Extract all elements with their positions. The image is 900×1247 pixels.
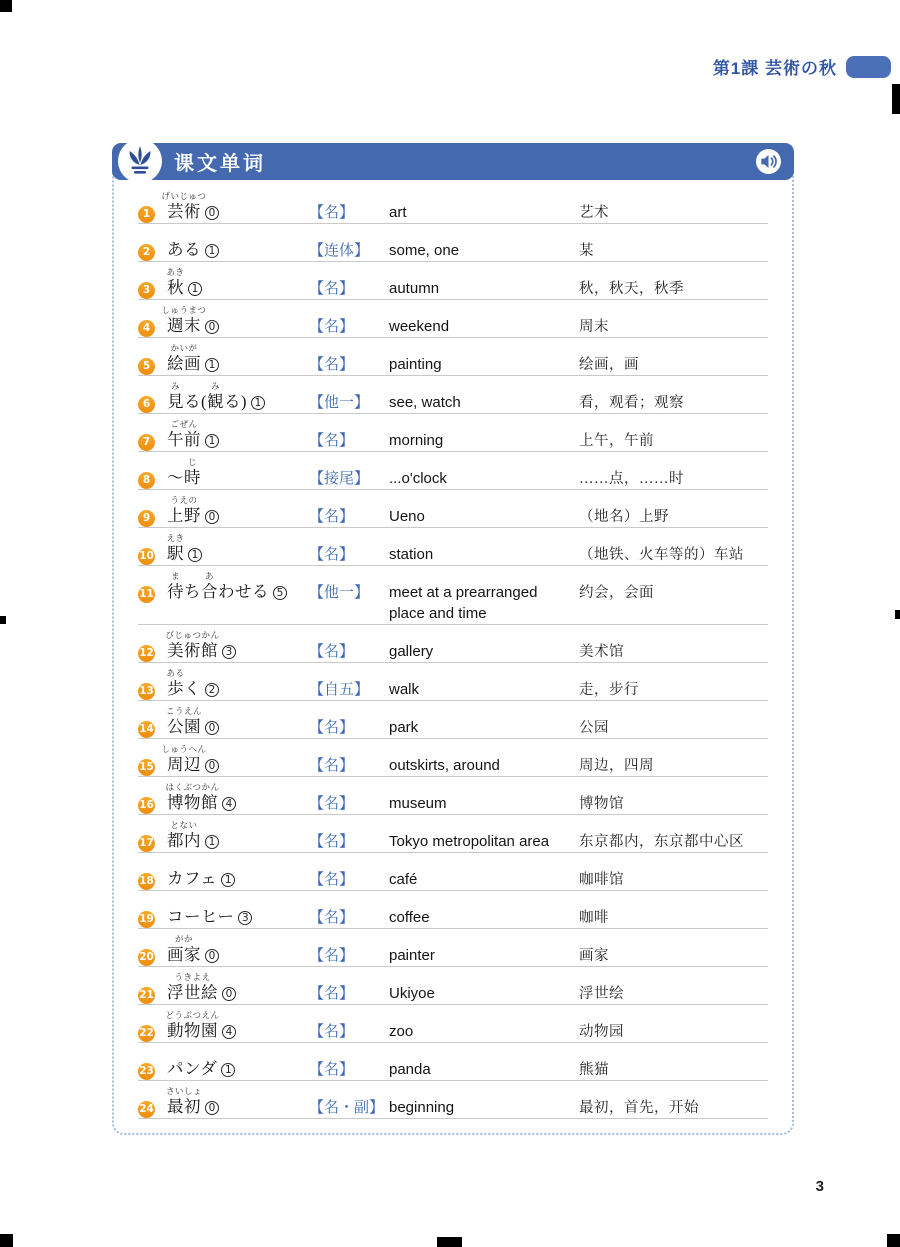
entry-pos: 【名】 bbox=[309, 318, 355, 335]
entry-number-badge: 10 bbox=[138, 548, 155, 565]
scan-mark bbox=[895, 610, 900, 619]
entry-meaning-en: see, watch bbox=[389, 394, 461, 411]
entry-number-badge: 19 bbox=[138, 911, 155, 928]
entry-meaning-zh: 浮世绘 bbox=[579, 986, 624, 1002]
vocab-box-title: 课文单词 bbox=[174, 153, 266, 175]
furigana: じ bbox=[187, 457, 198, 467]
term-text: 週末 bbox=[167, 316, 201, 335]
entry-pos: 【名】 bbox=[309, 985, 355, 1002]
accent-number: 1 bbox=[205, 434, 219, 448]
term-segment bbox=[167, 228, 201, 260]
entry-number-badge: 6 bbox=[138, 396, 155, 413]
entry-meaning-zh: 约会，会面 bbox=[579, 585, 654, 601]
term-segment bbox=[167, 266, 184, 298]
accent-number: 0 bbox=[205, 510, 219, 524]
entry-meaning-en: art bbox=[389, 204, 407, 221]
furigana: こうえん bbox=[165, 706, 203, 716]
accent-number: 1 bbox=[221, 1063, 235, 1077]
vocab-row bbox=[138, 262, 768, 300]
vocab-row bbox=[138, 186, 768, 224]
entry-meaning-zh: 秋，秋天，秋季 bbox=[579, 281, 684, 297]
entry-number-badge: 20 bbox=[138, 949, 155, 966]
entry-meaning-en: Ueno bbox=[389, 508, 425, 525]
term-text: 上野 bbox=[167, 506, 201, 525]
lesson-header bbox=[713, 54, 891, 79]
vocab-row bbox=[138, 1005, 768, 1043]
accent-number: 0 bbox=[205, 759, 219, 773]
term-segment bbox=[218, 570, 269, 602]
furigana: びじゅつかん bbox=[165, 630, 220, 640]
accent-number: 1 bbox=[205, 358, 219, 372]
entry-meaning-zh: 动物园 bbox=[579, 1024, 624, 1040]
term-segment bbox=[167, 532, 184, 564]
entry-meaning-zh: 公园 bbox=[579, 720, 609, 736]
entry-term bbox=[167, 228, 309, 260]
furigana: がか bbox=[174, 934, 194, 944]
entry-number-badge: 1 bbox=[138, 206, 155, 223]
entry-term bbox=[167, 494, 309, 526]
vocab-row bbox=[138, 490, 768, 528]
entry-meaning-zh: ……点，……时 bbox=[579, 471, 684, 487]
vocab-row bbox=[138, 528, 768, 566]
entry-number-badge: 5 bbox=[138, 358, 155, 375]
accent-number: 1 bbox=[188, 282, 202, 296]
furigana: えき bbox=[166, 533, 185, 543]
entry-term bbox=[167, 342, 309, 374]
entry-pos: 【名】 bbox=[309, 204, 355, 221]
term-text: 待 bbox=[167, 582, 184, 601]
entry-term bbox=[167, 857, 309, 889]
term-text: 最初 bbox=[167, 1097, 201, 1116]
entry-meaning-zh: 上午，午前 bbox=[579, 433, 654, 449]
furigana: げいじゅつ bbox=[161, 191, 207, 201]
term-segment bbox=[167, 570, 184, 602]
furigana: しゅうまつ bbox=[161, 305, 207, 315]
entry-pos: 【名】 bbox=[309, 795, 355, 812]
vocab-row bbox=[138, 967, 768, 1005]
entry-pos: 【他一】 bbox=[309, 584, 370, 601]
furigana: どうぶつえん bbox=[165, 1010, 220, 1020]
accent-number: 1 bbox=[205, 835, 219, 849]
entry-meaning-zh: 咖啡馆 bbox=[579, 872, 624, 888]
term-segment bbox=[167, 705, 201, 737]
entry-number-badge: 8 bbox=[138, 472, 155, 489]
accent-number: 0 bbox=[205, 721, 219, 735]
entry-pos: 【名】 bbox=[309, 757, 355, 774]
furigana: うきよえ bbox=[174, 972, 211, 982]
term-text: 画家 bbox=[167, 945, 201, 964]
term-text: 動物園 bbox=[167, 1021, 218, 1040]
entry-number-badge: 7 bbox=[138, 434, 155, 451]
entry-meaning-en: walk bbox=[389, 681, 420, 698]
entry-number-badge: 3 bbox=[138, 282, 155, 299]
entry-meaning-en: gallery bbox=[389, 643, 434, 660]
entry-meaning-en: autumn bbox=[389, 280, 440, 297]
term-segment bbox=[167, 667, 184, 699]
entry-pos: 【接尾】 bbox=[309, 470, 370, 487]
vocab-row bbox=[138, 929, 768, 967]
term-segment bbox=[167, 494, 201, 526]
entry-term bbox=[167, 1009, 309, 1041]
entry-number-badge: 17 bbox=[138, 835, 155, 852]
entry-meaning-zh: 咖啡 bbox=[579, 910, 609, 926]
accent-number: 0 bbox=[205, 320, 219, 334]
term-text: 午前 bbox=[167, 430, 201, 449]
entry-number-badge: 15 bbox=[138, 759, 155, 776]
entry-meaning-en: painting bbox=[389, 356, 442, 373]
entry-number-badge: 13 bbox=[138, 683, 155, 700]
entry-number-badge: 21 bbox=[138, 987, 155, 1004]
accent-number: 1 bbox=[251, 396, 265, 410]
lesson-title: 第1課 芸術の秋 bbox=[712, 59, 837, 78]
furigana: あき bbox=[166, 267, 185, 277]
term-text: る) bbox=[224, 392, 247, 411]
term-text: る( bbox=[184, 392, 207, 411]
accent-number: 1 bbox=[205, 244, 219, 258]
term-text: 周辺 bbox=[167, 755, 201, 774]
furigana: ごぜん bbox=[170, 419, 198, 429]
vocab-row bbox=[138, 815, 768, 853]
entry-term bbox=[167, 781, 309, 813]
entry-pos: 【名】 bbox=[309, 1061, 355, 1078]
furigana: さいしょ bbox=[165, 1086, 203, 1096]
term-text: 都内 bbox=[167, 831, 201, 850]
term-segment bbox=[161, 190, 207, 222]
scan-mark bbox=[892, 84, 900, 114]
vocab-row bbox=[138, 701, 768, 739]
entry-meaning-zh: 看，观看；观察 bbox=[579, 395, 684, 411]
speaker-icon[interactable] bbox=[756, 149, 781, 174]
entry-term bbox=[167, 895, 309, 927]
term-segment bbox=[201, 570, 218, 602]
entry-pos: 【连体】 bbox=[309, 242, 370, 259]
entry-term bbox=[167, 705, 309, 737]
vocab-row bbox=[138, 452, 768, 490]
scan-mark bbox=[887, 1234, 900, 1247]
entry-number-badge: 14 bbox=[138, 721, 155, 738]
term-text: コーヒー bbox=[167, 907, 235, 926]
entry-term bbox=[167, 1047, 309, 1079]
vocab-row bbox=[138, 300, 768, 338]
vocab-row bbox=[138, 224, 768, 262]
vocab-header bbox=[112, 143, 794, 180]
term-text: 歩 bbox=[167, 679, 184, 698]
scan-mark bbox=[437, 1237, 462, 1247]
entry-meaning-en: café bbox=[389, 871, 418, 888]
scan-mark bbox=[0, 616, 6, 624]
entry-pos: 【名】 bbox=[309, 432, 355, 449]
entry-meaning-zh: 美术馆 bbox=[579, 644, 624, 660]
furigana: あ bbox=[204, 571, 215, 581]
term-text: 秋 bbox=[167, 278, 184, 297]
term-text: く bbox=[184, 679, 201, 698]
entry-meaning-en: park bbox=[389, 719, 419, 736]
term-segment bbox=[167, 1009, 218, 1041]
entry-pos: 【名】 bbox=[309, 947, 355, 964]
entry-meaning-en: painter bbox=[389, 947, 435, 964]
entry-meaning-zh: （地名）上野 bbox=[579, 509, 669, 525]
entry-meaning-zh: 熊猫 bbox=[579, 1062, 609, 1078]
entry-term bbox=[167, 667, 309, 699]
entry-pos: 【名】 bbox=[309, 719, 355, 736]
entry-meaning-zh: 某 bbox=[579, 243, 594, 259]
accent-number: 1 bbox=[188, 548, 202, 562]
entry-meaning-en: museum bbox=[389, 795, 447, 812]
term-segment bbox=[167, 342, 201, 374]
entry-number-badge: 23 bbox=[138, 1063, 155, 1080]
accent-number: 2 bbox=[205, 683, 219, 697]
entry-meaning-en: morning bbox=[389, 432, 444, 449]
accent-number: 3 bbox=[238, 911, 252, 925]
entry-term bbox=[161, 743, 309, 775]
entry-number-badge: 18 bbox=[138, 873, 155, 890]
entry-meaning-en: weekend bbox=[389, 318, 450, 335]
accent-number: 5 bbox=[273, 586, 287, 600]
furigana: とない bbox=[170, 820, 198, 830]
term-segment bbox=[161, 743, 207, 775]
entry-term bbox=[167, 380, 309, 412]
term-segment bbox=[167, 1085, 201, 1117]
entry-term bbox=[167, 1085, 309, 1117]
entry-meaning-en: some, one bbox=[389, 242, 460, 259]
term-segment bbox=[184, 570, 201, 602]
entry-meaning-zh: 东京都内，东京都中心区 bbox=[579, 834, 744, 850]
entry-number-badge: 22 bbox=[138, 1025, 155, 1042]
accent-number: 4 bbox=[222, 1025, 236, 1039]
entry-term bbox=[167, 629, 309, 661]
term-segment bbox=[167, 418, 201, 450]
term-segment bbox=[167, 933, 201, 965]
term-segment bbox=[224, 380, 247, 412]
term-segment bbox=[207, 380, 224, 412]
entry-meaning-zh: 绘画，画 bbox=[579, 357, 639, 373]
term-text: 合 bbox=[201, 582, 218, 601]
term-segment bbox=[167, 1047, 217, 1079]
entry-pos: 【名】 bbox=[309, 546, 355, 563]
entry-term bbox=[161, 190, 309, 222]
entry-meaning-en: coffee bbox=[389, 909, 430, 926]
scan-mark bbox=[0, 0, 12, 12]
vocab-row bbox=[138, 739, 768, 777]
accent-number: 0 bbox=[205, 949, 219, 963]
term-segment bbox=[167, 895, 234, 927]
vocab-row bbox=[138, 777, 768, 815]
entry-pos: 【名】 bbox=[309, 643, 355, 660]
term-text: 博物館 bbox=[167, 793, 218, 812]
entry-meaning-zh: 周末 bbox=[579, 319, 609, 335]
page-number: 3 bbox=[815, 1178, 824, 1195]
vocab-row bbox=[138, 414, 768, 452]
entry-meaning-en: beginning bbox=[389, 1099, 455, 1116]
entry-meaning-en: meet at a prearranged place and time bbox=[389, 584, 538, 622]
entry-meaning-en: station bbox=[389, 546, 434, 563]
entry-meaning-zh: 博物馆 bbox=[579, 796, 624, 812]
furigana: み bbox=[210, 381, 221, 391]
term-text: ち bbox=[184, 582, 201, 601]
entry-meaning-en: outskirts, around bbox=[389, 757, 500, 774]
vocab-row bbox=[138, 625, 768, 663]
entry-meaning-zh: （地铁、火车等的）车站 bbox=[579, 547, 744, 563]
accent-number: 4 bbox=[222, 797, 236, 811]
crest-icon bbox=[117, 138, 163, 184]
entry-number-badge: 16 bbox=[138, 797, 155, 814]
entry-pos: 【名】 bbox=[309, 909, 355, 926]
term-segment bbox=[167, 971, 218, 1003]
term-text: 観 bbox=[207, 392, 224, 411]
accent-number: 0 bbox=[205, 1101, 219, 1115]
entry-term bbox=[167, 819, 309, 851]
vocab-row bbox=[138, 338, 768, 376]
term-text: 見 bbox=[167, 392, 184, 411]
entry-number-badge: 2 bbox=[138, 244, 155, 261]
term-segment bbox=[167, 857, 217, 889]
entry-pos: 【名】 bbox=[309, 280, 355, 297]
term-text: わせる bbox=[218, 582, 269, 601]
vocab-row bbox=[138, 566, 768, 625]
term-text: 駅 bbox=[167, 544, 184, 563]
entry-number-badge: 11 bbox=[138, 586, 155, 603]
entry-pos: 【他一】 bbox=[309, 394, 370, 411]
vocab-box bbox=[112, 143, 794, 1135]
term-text: カフェ bbox=[167, 869, 218, 888]
furigana: うえの bbox=[170, 495, 198, 505]
term-text: 時 bbox=[184, 468, 201, 487]
entry-term bbox=[167, 418, 309, 450]
accent-number: 1 bbox=[221, 873, 235, 887]
entry-pos: 【自五】 bbox=[309, 681, 370, 698]
term-text: 絵画 bbox=[167, 354, 201, 373]
entry-meaning-zh: 周边，四周 bbox=[579, 758, 654, 774]
term-text: 公園 bbox=[167, 717, 201, 736]
lesson-tab-marker bbox=[846, 56, 891, 78]
entry-pos: 【名】 bbox=[309, 508, 355, 525]
vocab-row bbox=[138, 376, 768, 414]
scan-mark bbox=[0, 1234, 13, 1247]
term-segment bbox=[167, 781, 218, 813]
entry-term bbox=[167, 933, 309, 965]
entry-meaning-en: panda bbox=[389, 1061, 431, 1078]
accent-number: 3 bbox=[222, 645, 236, 659]
term-segment bbox=[167, 380, 184, 412]
entry-number-badge: 24 bbox=[138, 1101, 155, 1118]
vocab-list bbox=[114, 180, 792, 1129]
vocab-row bbox=[138, 1043, 768, 1081]
entry-term bbox=[167, 971, 309, 1003]
accent-number: 0 bbox=[222, 987, 236, 1001]
entry-term bbox=[167, 532, 309, 564]
entry-term bbox=[161, 304, 309, 336]
entry-pos: 【名】 bbox=[309, 833, 355, 850]
term-text: 美術館 bbox=[167, 641, 218, 660]
entry-pos: 【名】 bbox=[309, 871, 355, 888]
entry-pos: 【名】 bbox=[309, 356, 355, 373]
entry-meaning-zh: 画家 bbox=[579, 948, 609, 964]
furigana: しゅうへん bbox=[161, 744, 207, 754]
vocab-row bbox=[138, 1081, 768, 1119]
furigana: ま bbox=[170, 571, 181, 581]
entry-meaning-zh: 艺术 bbox=[579, 205, 609, 221]
term-segment bbox=[184, 667, 201, 699]
entry-term bbox=[167, 266, 309, 298]
vocab-row bbox=[138, 663, 768, 701]
furigana: み bbox=[170, 381, 181, 391]
entry-meaning-en: Ukiyoe bbox=[389, 985, 435, 1002]
vocab-row bbox=[138, 891, 768, 929]
term-text: ～ bbox=[167, 468, 184, 487]
entry-number-badge: 4 bbox=[138, 320, 155, 337]
term-text: 芸術 bbox=[167, 202, 201, 221]
term-segment bbox=[167, 819, 201, 851]
entry-meaning-zh: 最初，首先，开始 bbox=[579, 1100, 699, 1116]
furigana: はくぶつかん bbox=[165, 782, 220, 792]
furigana: ある bbox=[166, 668, 185, 678]
term-text: ある bbox=[167, 240, 201, 259]
term-segment bbox=[184, 380, 207, 412]
term-segment bbox=[184, 456, 201, 488]
entry-term bbox=[167, 570, 309, 602]
term-text: パンダ bbox=[167, 1059, 218, 1078]
vocab-row bbox=[138, 853, 768, 891]
entry-meaning-en: ...o'clock bbox=[389, 470, 447, 487]
entry-pos: 【名】 bbox=[309, 1023, 355, 1040]
term-text: 浮世絵 bbox=[167, 983, 218, 1002]
entry-meaning-en: zoo bbox=[389, 1023, 414, 1040]
furigana: かいが bbox=[170, 343, 198, 353]
entry-term bbox=[167, 456, 309, 488]
entry-meaning-en: Tokyo metropolitan area bbox=[389, 833, 550, 850]
term-segment bbox=[161, 304, 207, 336]
term-segment bbox=[167, 629, 218, 661]
term-segment bbox=[167, 456, 184, 488]
entry-pos: 【名・副】 bbox=[309, 1099, 385, 1116]
entry-meaning-zh: 走，步行 bbox=[579, 682, 639, 698]
accent-number: 0 bbox=[205, 206, 219, 220]
entry-number-badge: 9 bbox=[138, 510, 155, 527]
entry-number-badge: 12 bbox=[138, 645, 155, 662]
